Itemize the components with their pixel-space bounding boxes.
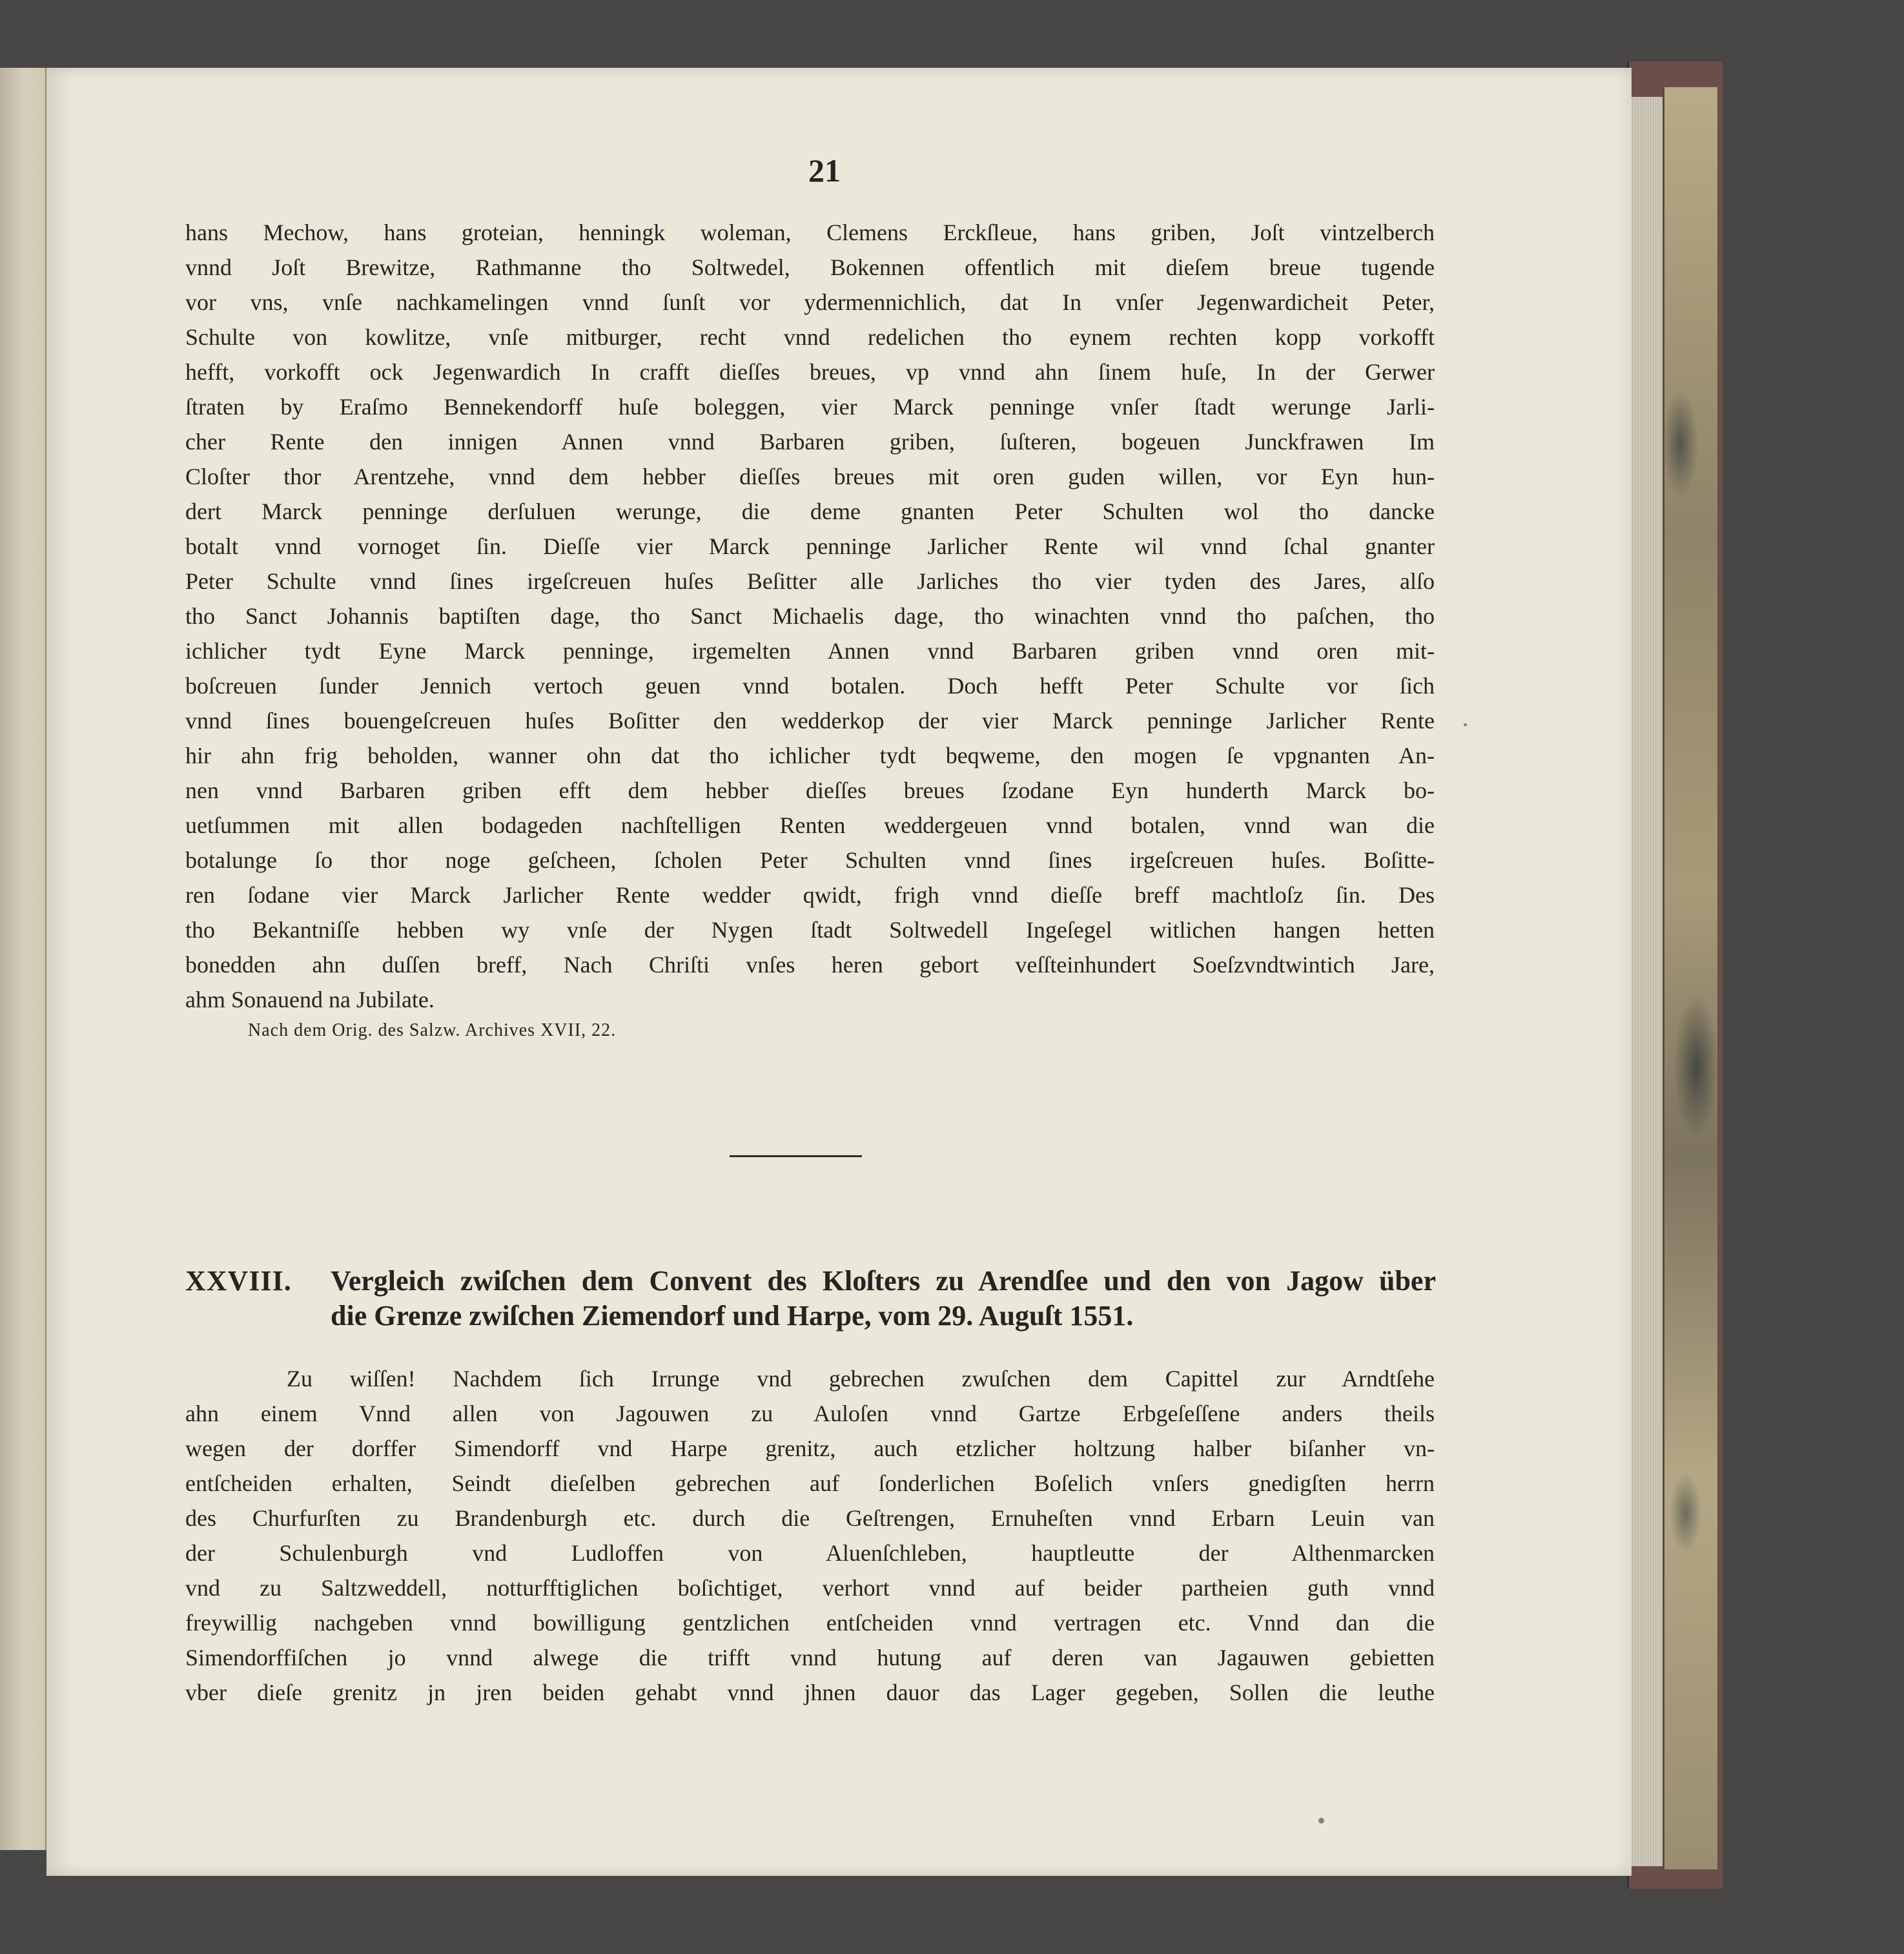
text-line: botalt vnnd vornoget ſin. Dieſſe vier Marck penninge Jarlicher Rente wil vnnd ſchal gnanter	[185, 533, 1435, 559]
text-line: vnnd ſines bouengeſcreuen huſes Boſitter den wedderkop der vier Marck penninge Jarlicher Rente	[185, 708, 1435, 734]
text-line: wegen der dorffer Simendorff vnd Harpe grenitz, auch etzlicher holtzung halber biſanher vn-	[185, 1435, 1435, 1461]
text-line: vor vns, vnſe nachkamelingen vnnd ſunſt vor ydermennichlich, dat In vnſer Jegenwardicheit Peter,	[185, 289, 1435, 315]
text-line: ren ſodane vier Marck Jarlicher Rente wedder qwidt, frigh vnnd dieſſe breff machtloſz ſin. Des	[185, 882, 1435, 908]
text-line: bonedden ahn duſſen breff, Nach Chriſti vnſes heren gebort veſſteinhundert Soeſzvndtwintich Jare,	[185, 952, 1435, 978]
text-line: ahm Sonauend na Jubilate.	[185, 987, 435, 1013]
text-line: boſcreuen ſunder Jennich vertoch geuen vnnd botalen. Doch hefft Peter Schulte vor ſich	[185, 673, 1435, 699]
text-line: vber dieſe grenitz jn jren beiden gehabt vnnd jhnen dauor das Lager gegeben, Sollen die leuthe	[185, 1680, 1435, 1705]
text-line: hefft, vorkofft ock Jegenwardich In crafft dieſſes breues, vp vnnd ahn ſinem huſe, In der Gerwer	[185, 359, 1435, 385]
text-line: entſcheiden erhalten, Seindt dieſelben gebrechen auf ſonderlichen Boſelich vnſers gnedigſten herrn	[185, 1470, 1435, 1496]
text-line: Cloſter thor Arentzehe, vnnd dem hebber dieſſes breues mit oren guden willen, vor Eyn hun-	[185, 464, 1435, 489]
text-line: botalunge ſo thor noge geſcheen, ſcholen Peter Schulten vnnd ſines irgeſcreuen huſes. Boſitte-	[185, 847, 1435, 873]
section-divider	[730, 1155, 862, 1157]
source-note: Nach dem Orig. des Salzw. Archives XVII, 22.	[248, 1020, 617, 1040]
section-title: Vergleich zwiſchen dem Convent des Kloſters zu Arendſee und den von Jagow über	[331, 1265, 1436, 1297]
text-line: hir ahn frig beholden, wanner ohn dat tho ichlicher tydt beqweme, den mogen ſe vpgnanten An-	[185, 743, 1435, 768]
text-line: Zu wiſſen! Nachdem ſich Irrunge vnd gebrechen zwuſchen dem Capittel zur Arndtſehe	[287, 1366, 1435, 1392]
text-line: tho Sanct Johannis baptiſten dage, tho Sanct Michaelis dage, tho winachten vnnd tho paſchen, tho	[185, 603, 1435, 629]
text-line: vnd zu Saltzweddell, notturfftiglichen boſichtiget, verhort vnnd auf beider partheien guth vnnd	[185, 1575, 1435, 1601]
text-line: Simendorffiſchen jo vnnd alwege die trifft vnnd hutung auf deren van Jagauwen gebietten	[185, 1645, 1435, 1671]
ink-speck	[1318, 1818, 1324, 1824]
text-line: freywillig nachgeben vnnd bowilligung gentzlichen entſcheiden vnnd vertragen etc. Vnnd dan die	[185, 1610, 1435, 1636]
text-line: hans Mechow, hans groteian, henningk woleman, Clemens Erckſleue, hans griben, Joſt vintzelberch	[185, 220, 1435, 245]
section-number: XXVIII.	[185, 1265, 292, 1297]
text-line: vnnd Joſt Brewitze, Rathmanne tho Soltwedel, Bokennen offentlich mit dieſem breue tugende	[185, 254, 1435, 280]
text-line: cher Rente den innigen Annen vnnd Barbaren griben, ſuſteren, bogeuen Junckfrawen Im	[185, 429, 1435, 455]
text-line: tho Bekantniſſe hebben wy vnſe der Nygen ſtadt Soltwedell Ingeſegel witlichen hangen hetten	[185, 917, 1435, 943]
text-line: ahn einem Vnnd allen von Jagouwen zu Auloſen vnnd Gartze Erbgeſeſſene anders theils	[185, 1401, 1435, 1426]
text-line: Peter Schulte vnnd ſines irgeſcreuen huſes Beſitter alle Jarliches tho vier tyden des Jares, alſo	[185, 568, 1435, 594]
text-line: ichlicher tydt Eyne Marck penninge, irgemelten Annen vnnd Barbaren griben vnnd oren mit-	[185, 638, 1435, 664]
marbled-endpaper	[1663, 87, 1717, 1869]
page-number: 21	[808, 152, 841, 189]
ink-speck	[1464, 723, 1467, 726]
text-line: dert Marck penninge derſuluen werunge, die deme gnanten Peter Schulten wol tho dancke	[185, 499, 1435, 524]
facing-page-edge	[0, 68, 46, 1850]
book-page	[46, 68, 1632, 1876]
text-line: uetſummen mit allen bodageden nachſtelligen Renten weddergeuen vnnd botalen, vnnd wan die	[185, 812, 1435, 838]
text-line: nen vnnd Barbaren griben efft dem hebber dieſſes breues ſzodane Eyn hunderth Marck bo-	[185, 777, 1435, 803]
text-line: des Churfurſten zu Brandenburgh etc. durch die Geſtrengen, Ernuheſten vnnd Erbarn Leuin van	[185, 1505, 1435, 1531]
section-title-continued: die Grenze zwiſchen Ziemendorf und Harpe, vom 29. Auguſt 1551.	[331, 1300, 1134, 1332]
page-stack-edges	[1630, 97, 1663, 1866]
text-line: Schulte von kowlitze, vnſe mitburger, recht vnnd redelichen tho eynem rechten kopp vorkofft	[185, 324, 1435, 350]
text-line: der Schulenburgh vnd Ludloffen von Aluenſchleben, hauptleutte der Althenmarcken	[185, 1540, 1435, 1566]
text-line: ſtraten by Eraſmo Bennekendorff huſe boleggen, vier Marck penninge vnſer ſtadt werunge Jarli-	[185, 394, 1435, 420]
